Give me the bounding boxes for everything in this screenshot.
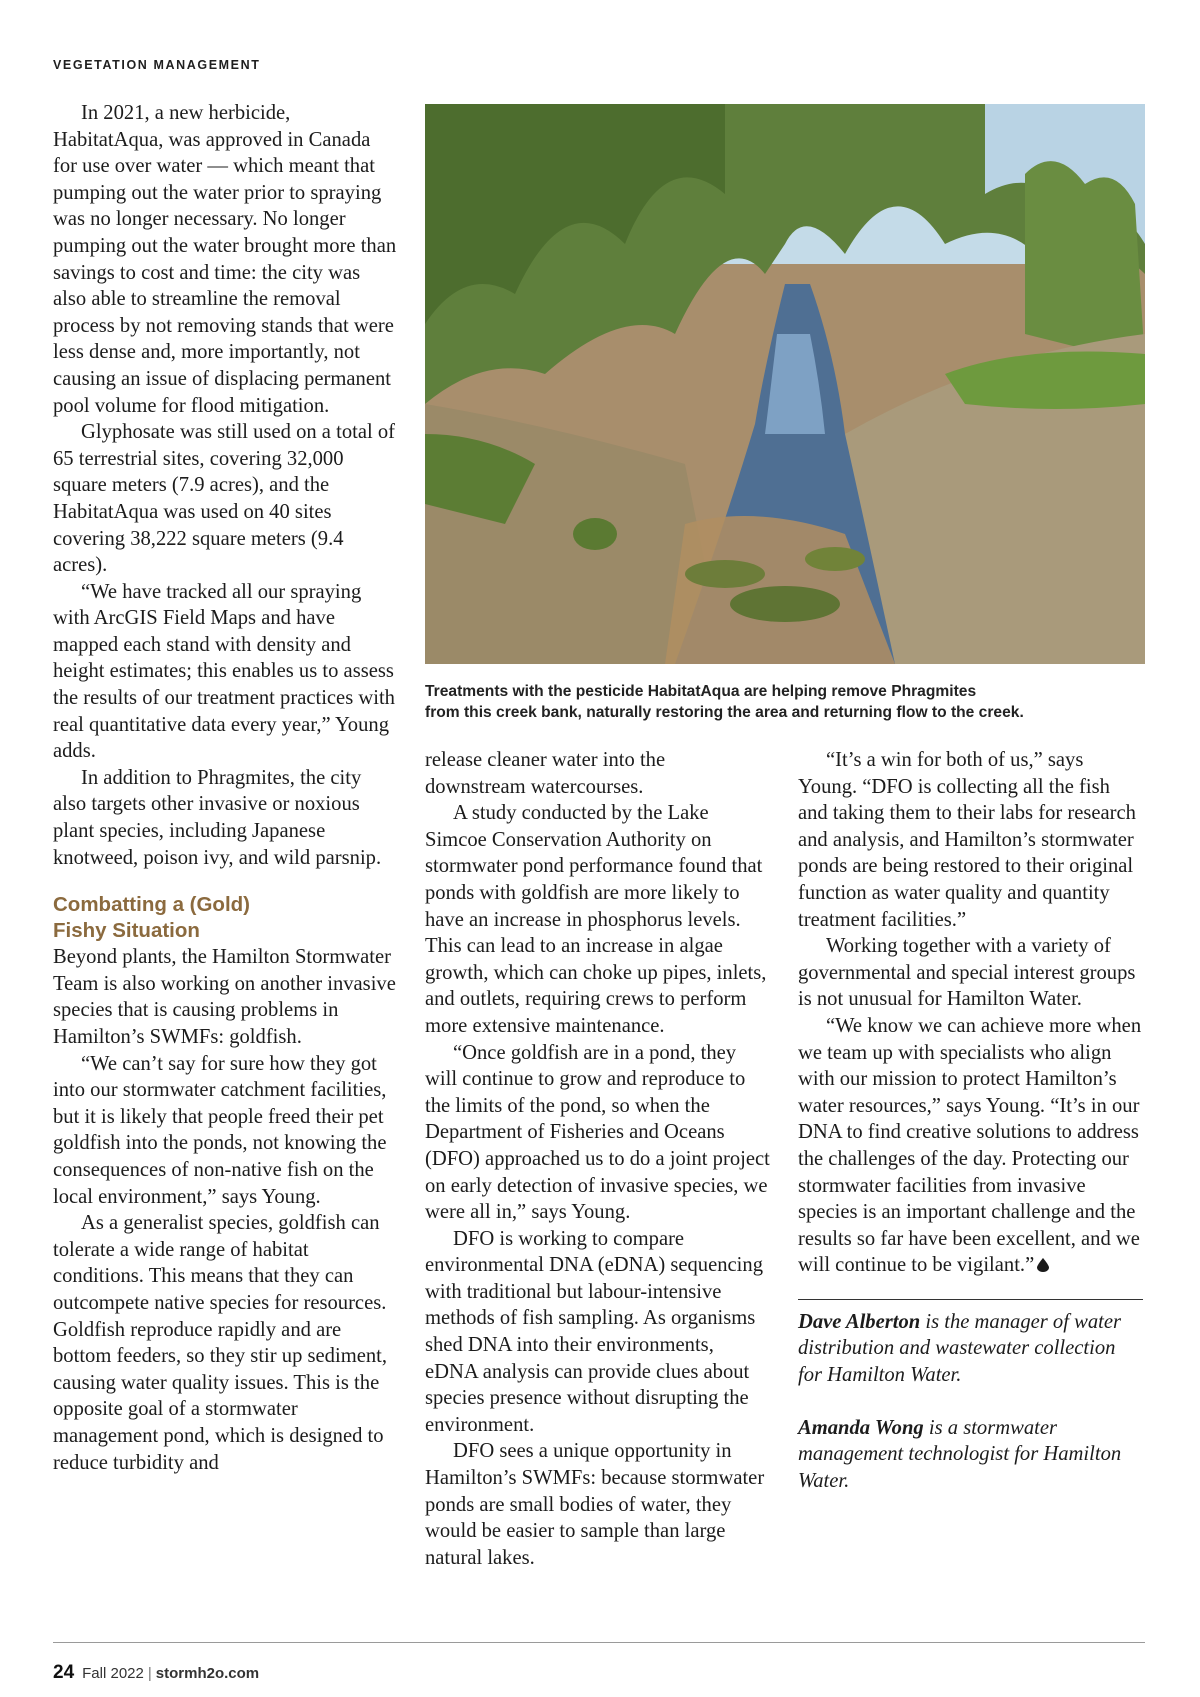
author-name: Amanda Wong <box>798 1416 924 1439</box>
photo-caption <box>425 681 1145 723</box>
paragraph: Beyond plants, the Hamilton Stormwater Team is also working on another invasive species that is causing problems in Hamilton’s SWMFs: goldfish. <box>53 946 396 1048</box>
paragraph: “We can’t say for sure how they got into our stormwater catchment facilities, but it is likely that people freed their pet goldfish into the ponds, not knowing the consequences of non-native fish on the local environment,” says Young. <box>53 1052 387 1208</box>
author-bios <box>798 1309 1143 1495</box>
paragraph: release cleaner water into the downstream watercourses. <box>425 749 666 798</box>
paragraph: In 2021, a new herbicide, HabitatAqua, was approved in Canada for use over water — which meant that pumping out the water prior to spraying was no longer necessary. No longer pumping out the water brought more than savings to cost and time: the city was also able to streamline the removal process by not removing stands that were less dense and, more importantly, not causing an issue of displacing permanent pool volume for flood mitigation. <box>53 102 397 417</box>
author-bio-text: is a stormwater management technologist for Hamilton Water. <box>798 1416 1122 1492</box>
creek-photo-illustration <box>425 104 1145 664</box>
author-bio-text: is the manager of water distribution and wastewater collection for Hamilton Water. <box>798 1310 1121 1387</box>
section-label: VEGETATION MANAGEMENT <box>53 58 261 72</box>
article-column-1 <box>53 100 398 1476</box>
author-name: Dave Alberton <box>798 1310 921 1333</box>
paragraph: “Once goldfish are in a pond, they will continue to grow and reproduce to the limits of the pond, so when the Department of Fisheries and Oceans (DFO) approached us to do a joint project on early detection of invasive species, we were all in,” says Young. <box>425 1041 770 1224</box>
article-column-3 <box>798 747 1143 1494</box>
creek-photo <box>425 104 1145 664</box>
water-drop-icon <box>1037 1258 1049 1272</box>
paragraph: Glyphosate was still used on a total of 65 terrestrial sites, covering 32,000 square meters (7.9 acres), and the HabitatAqua was used on 40 sites covering 38,222 square meters (9.4 acres). <box>53 421 396 577</box>
subheading-line-2: Fishy Situation <box>53 919 200 943</box>
author-bio <box>798 1309 1143 1389</box>
footer-separator: | <box>147 1665 152 1682</box>
paragraph: DFO sees a unique opportunity in Hamilton’s SWMFs: because stormwater ponds are small bodies of water, they would be easier to sample than large natural lakes. <box>425 1440 765 1569</box>
caption-line-1: Treatments with the pesticide HabitatAqua are helping remove Phragmites <box>425 683 977 700</box>
paragraph: In addition to Phragmites, the city also targets other invasive or noxious plant species, including Japanese knotweed, poison ivy, and wild parsnip. <box>53 766 382 869</box>
paragraph: “It’s a win for both of us,” says Young. “DFO is collecting all the fish and taking them to their labs for research and analysis, and Hamilton’s stormwater ponds are being restored to their original function as water quality and quantity treatment facilities.” <box>798 749 1136 931</box>
page-footer <box>53 1662 259 1684</box>
bio-divider <box>798 1299 1143 1300</box>
page-number: 24 <box>53 1662 75 1683</box>
paragraph: “We have tracked all our spraying with ArcGIS Field Maps and have mapped each stand with density and height estimates; this enables us to assess the results of our treatment practices with real quantitative data every year,” Young adds. <box>53 580 395 763</box>
author-bio <box>798 1415 1143 1495</box>
paragraph <box>798 1013 1143 1279</box>
paragraph: DFO is working to compare environmental DNA (eDNA) sequencing with traditional but labour-intensive methods of fish sampling. As organisms shed DNA into their environments, eDNA analysis can provide clues about species presence without disrupting the environment. <box>425 1227 763 1436</box>
paragraph: Working together with a variety of governmental and special interest groups is not unusual for Hamilton Water. <box>798 935 1136 1011</box>
subheading <box>53 892 398 944</box>
last-paragraph-text: “We know we can achieve more when we team up with specialists who align with our mission to protect Hamilton’s water resources,” says Young. “It’s in our DNA to find creative solutions to address the challenges of the day. Protecting our stormwater facilities from invasive species is an important challenge and the results so far have been excellent, and we will continue to be vigilant.” <box>798 1014 1142 1277</box>
footer-divider <box>53 1642 1145 1643</box>
issue-label: Fall 2022 <box>82 1665 144 1682</box>
paragraph: A study conducted by the Lake Simcoe Conservation Authority on stormwater pond performance found that ponds with goldfish are more likely to have an increase in phosphorus levels. This can lead to an increase in algae growth, which can choke up pipes, inlets, and outlets, requiring crews to perform more extensive maintenance. <box>425 802 767 1037</box>
paragraph: As a generalist species, goldfish can tolerate a wide range of habitat conditions. This means that they can outcompete native species for resources. Goldfish reproduce rapidly and are bottom feeders, so they stir up sediment, causing water quality issues. This is the opposite goal of a stormwater management pond, which is designed to reduce turbidity and <box>53 1212 388 1474</box>
article-column-2 <box>425 747 770 1571</box>
subheading-line-1: Combatting a (Gold) <box>53 893 251 917</box>
website-link[interactable]: stormh2o.com <box>155 1665 260 1682</box>
caption-line-2: from this creek bank, naturally restoring the area and returning flow to the creek. <box>425 704 1024 721</box>
